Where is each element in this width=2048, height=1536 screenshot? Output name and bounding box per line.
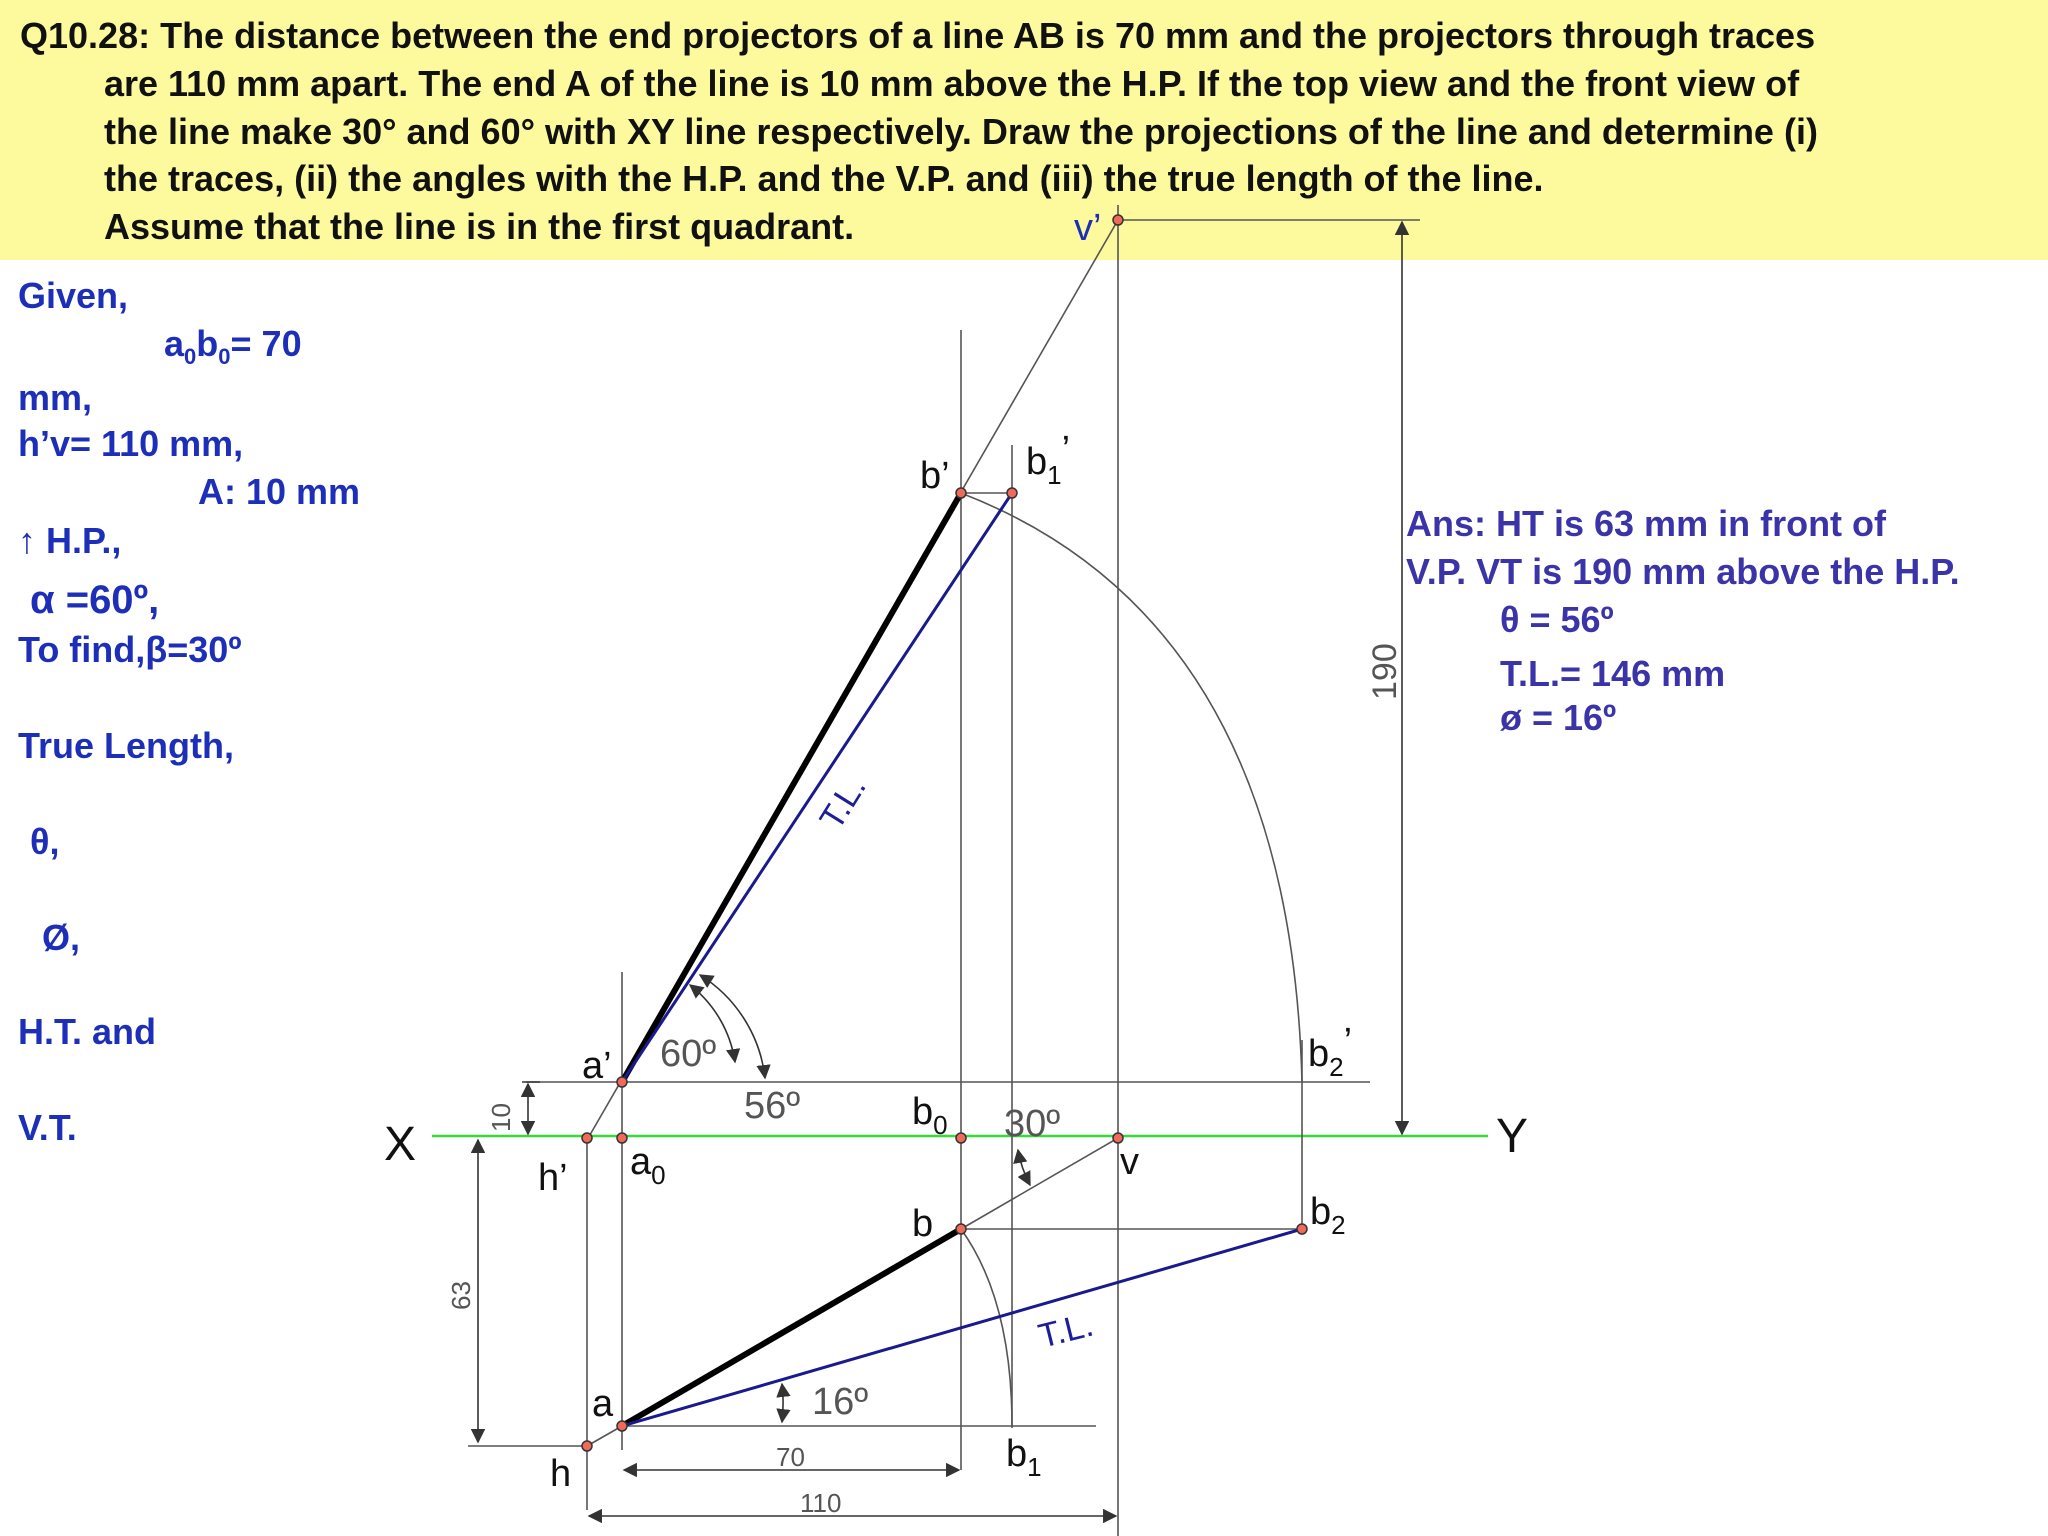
label-b1-prime [1026, 429, 1070, 490]
given-a0b0-sub-a: 0 [184, 344, 197, 370]
label-b2-prime-tick: ’ [1343, 1021, 1353, 1063]
point-a [617, 1421, 627, 1431]
given-a0b0-value: = 70 [230, 323, 302, 364]
label-b2-prime-main: b [1308, 1033, 1330, 1075]
question-line-4: the traces, (ii) the angles with the H.P. and the V.P. and (iii) the true length of the line. [104, 158, 1544, 199]
label-a0-main: a [630, 1141, 652, 1183]
angle-30-arc [1018, 1150, 1030, 1185]
label-b2-prime [1308, 1021, 1352, 1082]
arc-b-to-b1 [961, 1229, 1012, 1426]
label-b: b [912, 1203, 934, 1245]
dim-110-label: 110 [800, 1488, 842, 1518]
label-b2-main: b [1310, 1191, 1332, 1233]
label-b-prime: b’ [920, 455, 950, 497]
point-b-prime [956, 488, 966, 498]
top-view-line [622, 1229, 961, 1426]
given-true-length: True Length, [18, 725, 234, 766]
label-v-prime: v’ [1074, 207, 1102, 249]
angle-60-label: 60º [660, 1033, 717, 1075]
answer-theta: θ = 56º [1500, 599, 1614, 640]
top-view-extension [961, 1138, 1118, 1229]
front-view-line [622, 493, 961, 1082]
given-phi: Ø, [42, 917, 81, 958]
given-hv: h’v= 110 mm, [18, 423, 244, 464]
given-alpha: α =60º, [30, 578, 160, 622]
label-a: a [592, 1383, 614, 1425]
given-above-hp: ↑ H.P., [18, 520, 122, 561]
given-a0b0-sub-b: 0 [218, 344, 231, 370]
point-a-prime [617, 1077, 627, 1087]
given-mm: mm, [18, 377, 93, 418]
answer-line-1: Ans: HT is 63 mm in front of [1406, 503, 1887, 544]
given-ht: H.T. and [18, 1011, 157, 1052]
given-a-height: A: 10 mm [198, 471, 361, 512]
true-length-top [622, 1229, 1302, 1426]
label-h: h [550, 1453, 572, 1495]
question-line-1: Q10.28: The distance between the end projectors of a line AB is 70 mm and the projectors through traces [20, 15, 1816, 56]
top-view-extension-lower [587, 1426, 622, 1446]
label-x: X [384, 1118, 417, 1171]
given-vt: V.T. [18, 1107, 77, 1148]
true-length-top-label: T.L. [1034, 1305, 1098, 1356]
label-a-prime: a’ [582, 1045, 612, 1087]
label-b1 [1006, 1433, 1042, 1482]
true-length-front [622, 493, 1012, 1082]
label-b0-sub: 0 [933, 1110, 948, 1140]
true-length-front-label: T.L. [812, 769, 874, 837]
label-b2-prime-sub: 2 [1329, 1052, 1344, 1082]
point-h-prime [582, 1133, 592, 1143]
label-b1-main: b [1006, 1433, 1028, 1475]
question-line-3: the line make 30° and 60° with XY line respectively. Draw the projections of the line and determine (i) [104, 111, 1818, 152]
point-a0 [617, 1133, 627, 1143]
label-b1-prime-tick: ’ [1061, 429, 1071, 471]
point-b [956, 1224, 966, 1234]
given-a0b0-b: b [196, 323, 219, 364]
point-b0 [956, 1133, 966, 1143]
given-a0b0-a: a [164, 323, 185, 364]
label-b1-sub: 1 [1027, 1452, 1042, 1482]
label-y: Y [1496, 1110, 1529, 1163]
dim-70-label: 70 [776, 1442, 805, 1472]
angle-30-label: 30º [1004, 1103, 1061, 1145]
label-a0-sub: 0 [651, 1160, 666, 1190]
label-b2-sub: 2 [1331, 1210, 1346, 1240]
answer-true-length: T.L.= 146 mm [1500, 653, 1726, 694]
answer-phi: ø = 16º [1500, 697, 1617, 738]
point-b1-prime [1007, 488, 1017, 498]
angle-56-label: 56º [744, 1085, 801, 1127]
point-v-prime [1113, 215, 1123, 225]
dim-190-label: 190 [1366, 643, 1404, 700]
label-a0 [630, 1141, 666, 1190]
label-b0-main: b [912, 1091, 934, 1133]
angle-16-arc [782, 1384, 783, 1422]
answer-line-2: V.P. VT is 190 mm above the H.P. [1406, 551, 1960, 592]
question-line-5: Assume that the line is in the first quadrant. [104, 206, 855, 247]
label-b2 [1310, 1191, 1346, 1240]
label-b0 [912, 1091, 948, 1140]
given-title: Given, [18, 275, 129, 316]
dim-63-label: 63 [446, 1281, 476, 1310]
label-b1-prime-main: b [1026, 441, 1048, 483]
angle-16-label: 16º [812, 1381, 869, 1423]
label-b1-prime-sub: 1 [1047, 460, 1062, 490]
dim-10-label: 10 [486, 1103, 516, 1132]
given-theta: θ, [30, 821, 60, 862]
point-h [582, 1441, 592, 1451]
question-line-2: are 110 mm apart. The end A of the line is 10 mm above the H.P. If the top view and the front view of [104, 63, 1800, 104]
label-h-prime: h’ [538, 1157, 568, 1199]
given-beta: To find,β=30º [18, 629, 242, 670]
label-v: v [1120, 1141, 1139, 1183]
point-b2 [1297, 1224, 1307, 1234]
